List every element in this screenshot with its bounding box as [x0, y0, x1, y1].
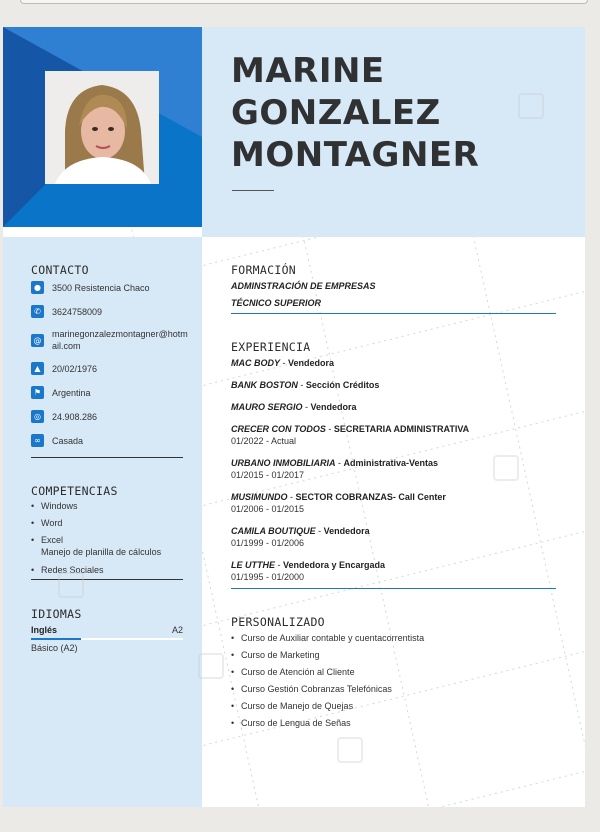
custom-title: PERSONALIZADO	[231, 615, 325, 629]
course-item: • Curso de Manejo de Quejas	[231, 701, 354, 711]
contact-email: marinegonzalezmontagner@hotmail.com	[52, 329, 188, 351]
experience-dates: 01/2006 - 01/2015	[231, 504, 305, 514]
contact-birthdate: 20/02/1976	[52, 364, 98, 374]
experience-dates: 01/2022 - Actual	[231, 436, 297, 446]
language-note: Básico (A2)	[31, 643, 78, 653]
window-top-edge	[20, 0, 588, 4]
name-underline	[232, 190, 274, 191]
profile-photo	[45, 71, 159, 184]
language-name: Inglés	[31, 625, 58, 635]
flag-icon: ⚑	[31, 386, 44, 399]
header-photo-panel	[3, 27, 202, 227]
experience-item: MAURO SERGIO - Vendedora	[231, 402, 357, 412]
education-item: TÉCNICO SUPERIOR	[231, 298, 322, 308]
education-divider	[231, 313, 556, 314]
experience-divider	[231, 588, 556, 589]
course-item: • Curso de Marketing	[231, 650, 320, 660]
course-item: • Curso de Lengua de Señas	[231, 718, 351, 728]
contact-phone: 3624758009	[52, 307, 103, 317]
watermark-logo	[58, 572, 84, 598]
experience-item: URBANO INMOBILIARIA - Administrativa-Ventas	[231, 458, 439, 468]
skills-divider	[31, 579, 183, 580]
skill-item: • Windows	[31, 501, 78, 511]
skill-item: Manejo de planilla de cálculos	[41, 547, 162, 557]
email-icon: @	[31, 334, 44, 347]
experience-item: MUSIMUNDO - SECTOR COBRANZAS- Call Center	[231, 492, 446, 502]
birthday-icon: ▲	[31, 362, 44, 375]
skill-item: • Redes Sociales	[31, 565, 104, 575]
experience-item: MAC BODY - Vendedora	[231, 358, 335, 368]
education-title: FORMACIÓN	[231, 263, 297, 277]
resume-page	[3, 27, 585, 807]
id-card-icon: ◎	[31, 410, 44, 423]
rings-icon: ∞	[31, 434, 44, 447]
experience-item: BANK BOSTON - Sección Créditos	[231, 380, 380, 390]
name-line-3: MONTAGNER	[231, 135, 480, 175]
language-bar-fill	[31, 638, 81, 640]
experience-item: LE UTTHE - Vendedora y Encargada	[231, 560, 386, 570]
language-level: A2	[171, 625, 183, 635]
watermark-logo	[337, 737, 363, 763]
skill-item: • Excel	[31, 535, 64, 545]
experience-dates: 01/1995 - 01/2000	[231, 572, 305, 582]
course-item: • Curso de Atención al Cliente	[231, 667, 355, 677]
watermark-logo	[198, 653, 224, 679]
languages-title: IDIOMAS	[31, 607, 82, 621]
experience-item: CAMILA BOUTIQUE - Vendedora	[231, 526, 370, 536]
experience-item: CRECER CON TODOS - SECRETARIA ADMINISTRATIVA	[231, 424, 470, 434]
name-line-1: MARINE	[231, 51, 385, 91]
name-line-2: GONZALEZ	[231, 93, 441, 133]
contact-divider	[31, 457, 183, 458]
education-item: ADMINSTRACIÓN DE EMPRESAS	[231, 281, 376, 291]
phone-icon: ✆	[31, 305, 44, 318]
experience-dates: 01/1999 - 01/2006	[231, 538, 305, 548]
skill-item: • Word	[31, 518, 63, 528]
contact-country: Argentina	[52, 388, 91, 398]
contact-id-number: 24.908.286	[52, 412, 98, 422]
location-icon: ●	[31, 281, 44, 294]
experience-dates: 01/2015 - 01/2017	[231, 470, 305, 480]
experience-title: EXPERIENCIA	[231, 340, 311, 354]
skills-title: COMPETENCIAS	[31, 484, 118, 498]
watermark-logo	[493, 455, 519, 481]
portrait-illustration	[45, 71, 159, 184]
course-item: • Curso Gestión Cobranzas Telefónicas	[231, 684, 392, 694]
contact-address: 3500 Resistencia Chaco	[52, 283, 150, 293]
contact-marital-status: Casada	[52, 436, 84, 446]
course-item: • Curso de Auxiliar contable y cuentacorrentista	[231, 633, 425, 643]
contact-title: CONTACTO	[31, 263, 89, 277]
watermark-logo	[518, 93, 544, 119]
